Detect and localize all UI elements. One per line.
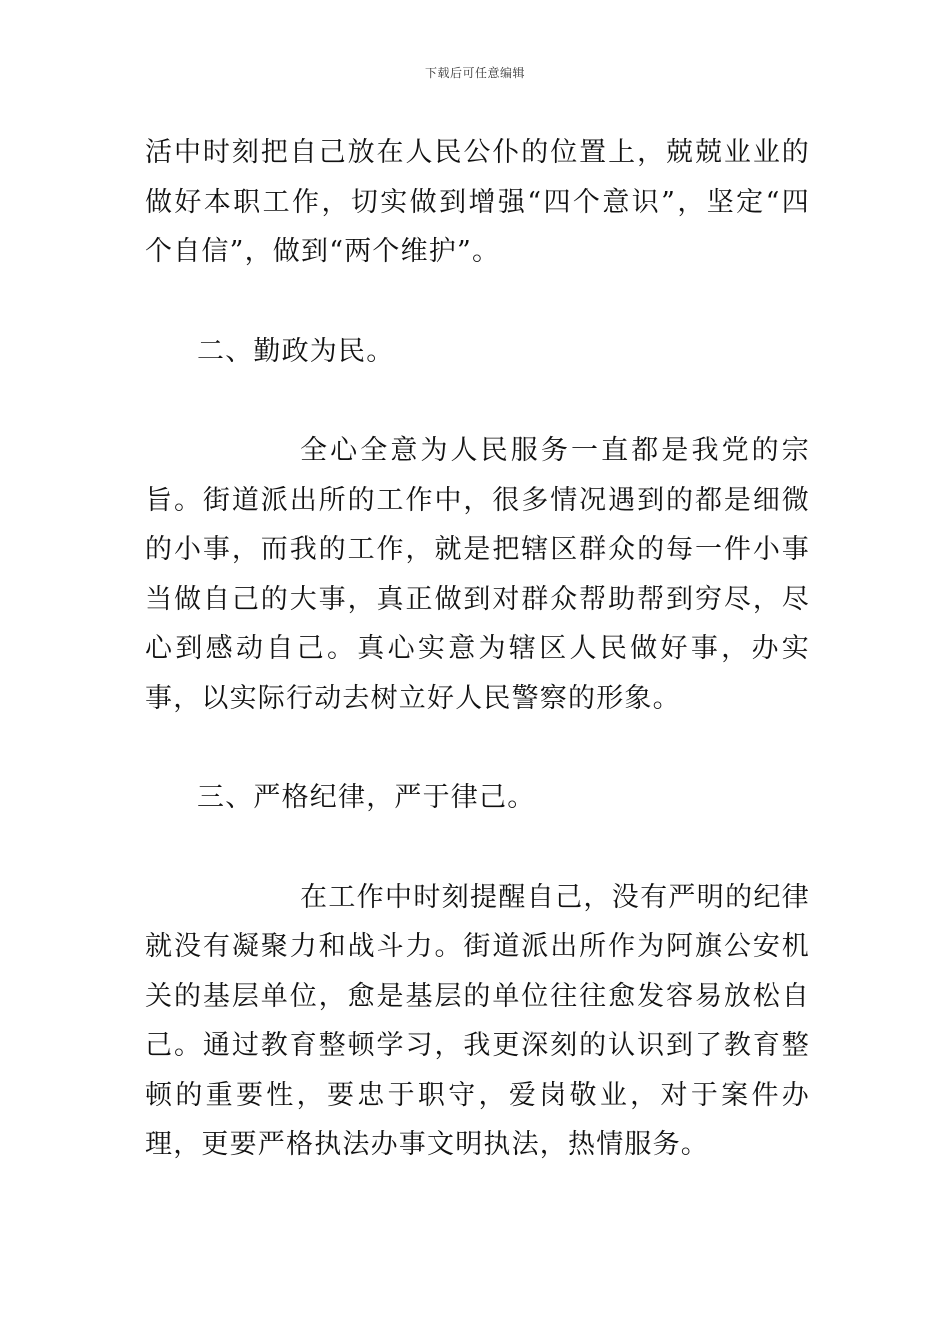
section-heading-3: 三、严格纪律，严于律己。 bbox=[197, 782, 536, 813]
document-body bbox=[145, 128, 810, 1170]
paragraph-continuation: 活中时刻把自己放在人民公仆的位置上，兢兢业业的做好本职工作，切实做到增强“四个意识”，坚定“四个自信”，做到“两个维护”。 bbox=[145, 137, 810, 267]
page-header: 下载后可任意编辑 bbox=[424, 66, 525, 80]
paragraph-section-3: 在工作中时刻提醒自己，没有严明的纪律就没有凝聚力和战斗力。街道派出所作为阿旗公安机关的基层单位，愈是基层的单位往往愈发容易放松自己。通过教育整顿学习，我更深刻的认识到了教育整顿的重要性，要忠于职守，爱岗敬业，对于案件办理，更要严格执法办事文明执法，热情服务。 bbox=[145, 881, 810, 1160]
section-heading-2: 二、勤政为民。 bbox=[197, 335, 395, 367]
paragraph-section-2: 全心全意为人民服务一直都是我党的宗旨。街道派出所的工作中，很多情况遇到的都是细微的小事，而我的工作，就是把辖区群众的每一件小事当做自己的大事，真正做到对群众帮助帮到穷尽，尽心到感动自己。真心实意为辖区人民做好事，办实事，以实际行动去树立好人民警察的形象。 bbox=[145, 435, 810, 714]
